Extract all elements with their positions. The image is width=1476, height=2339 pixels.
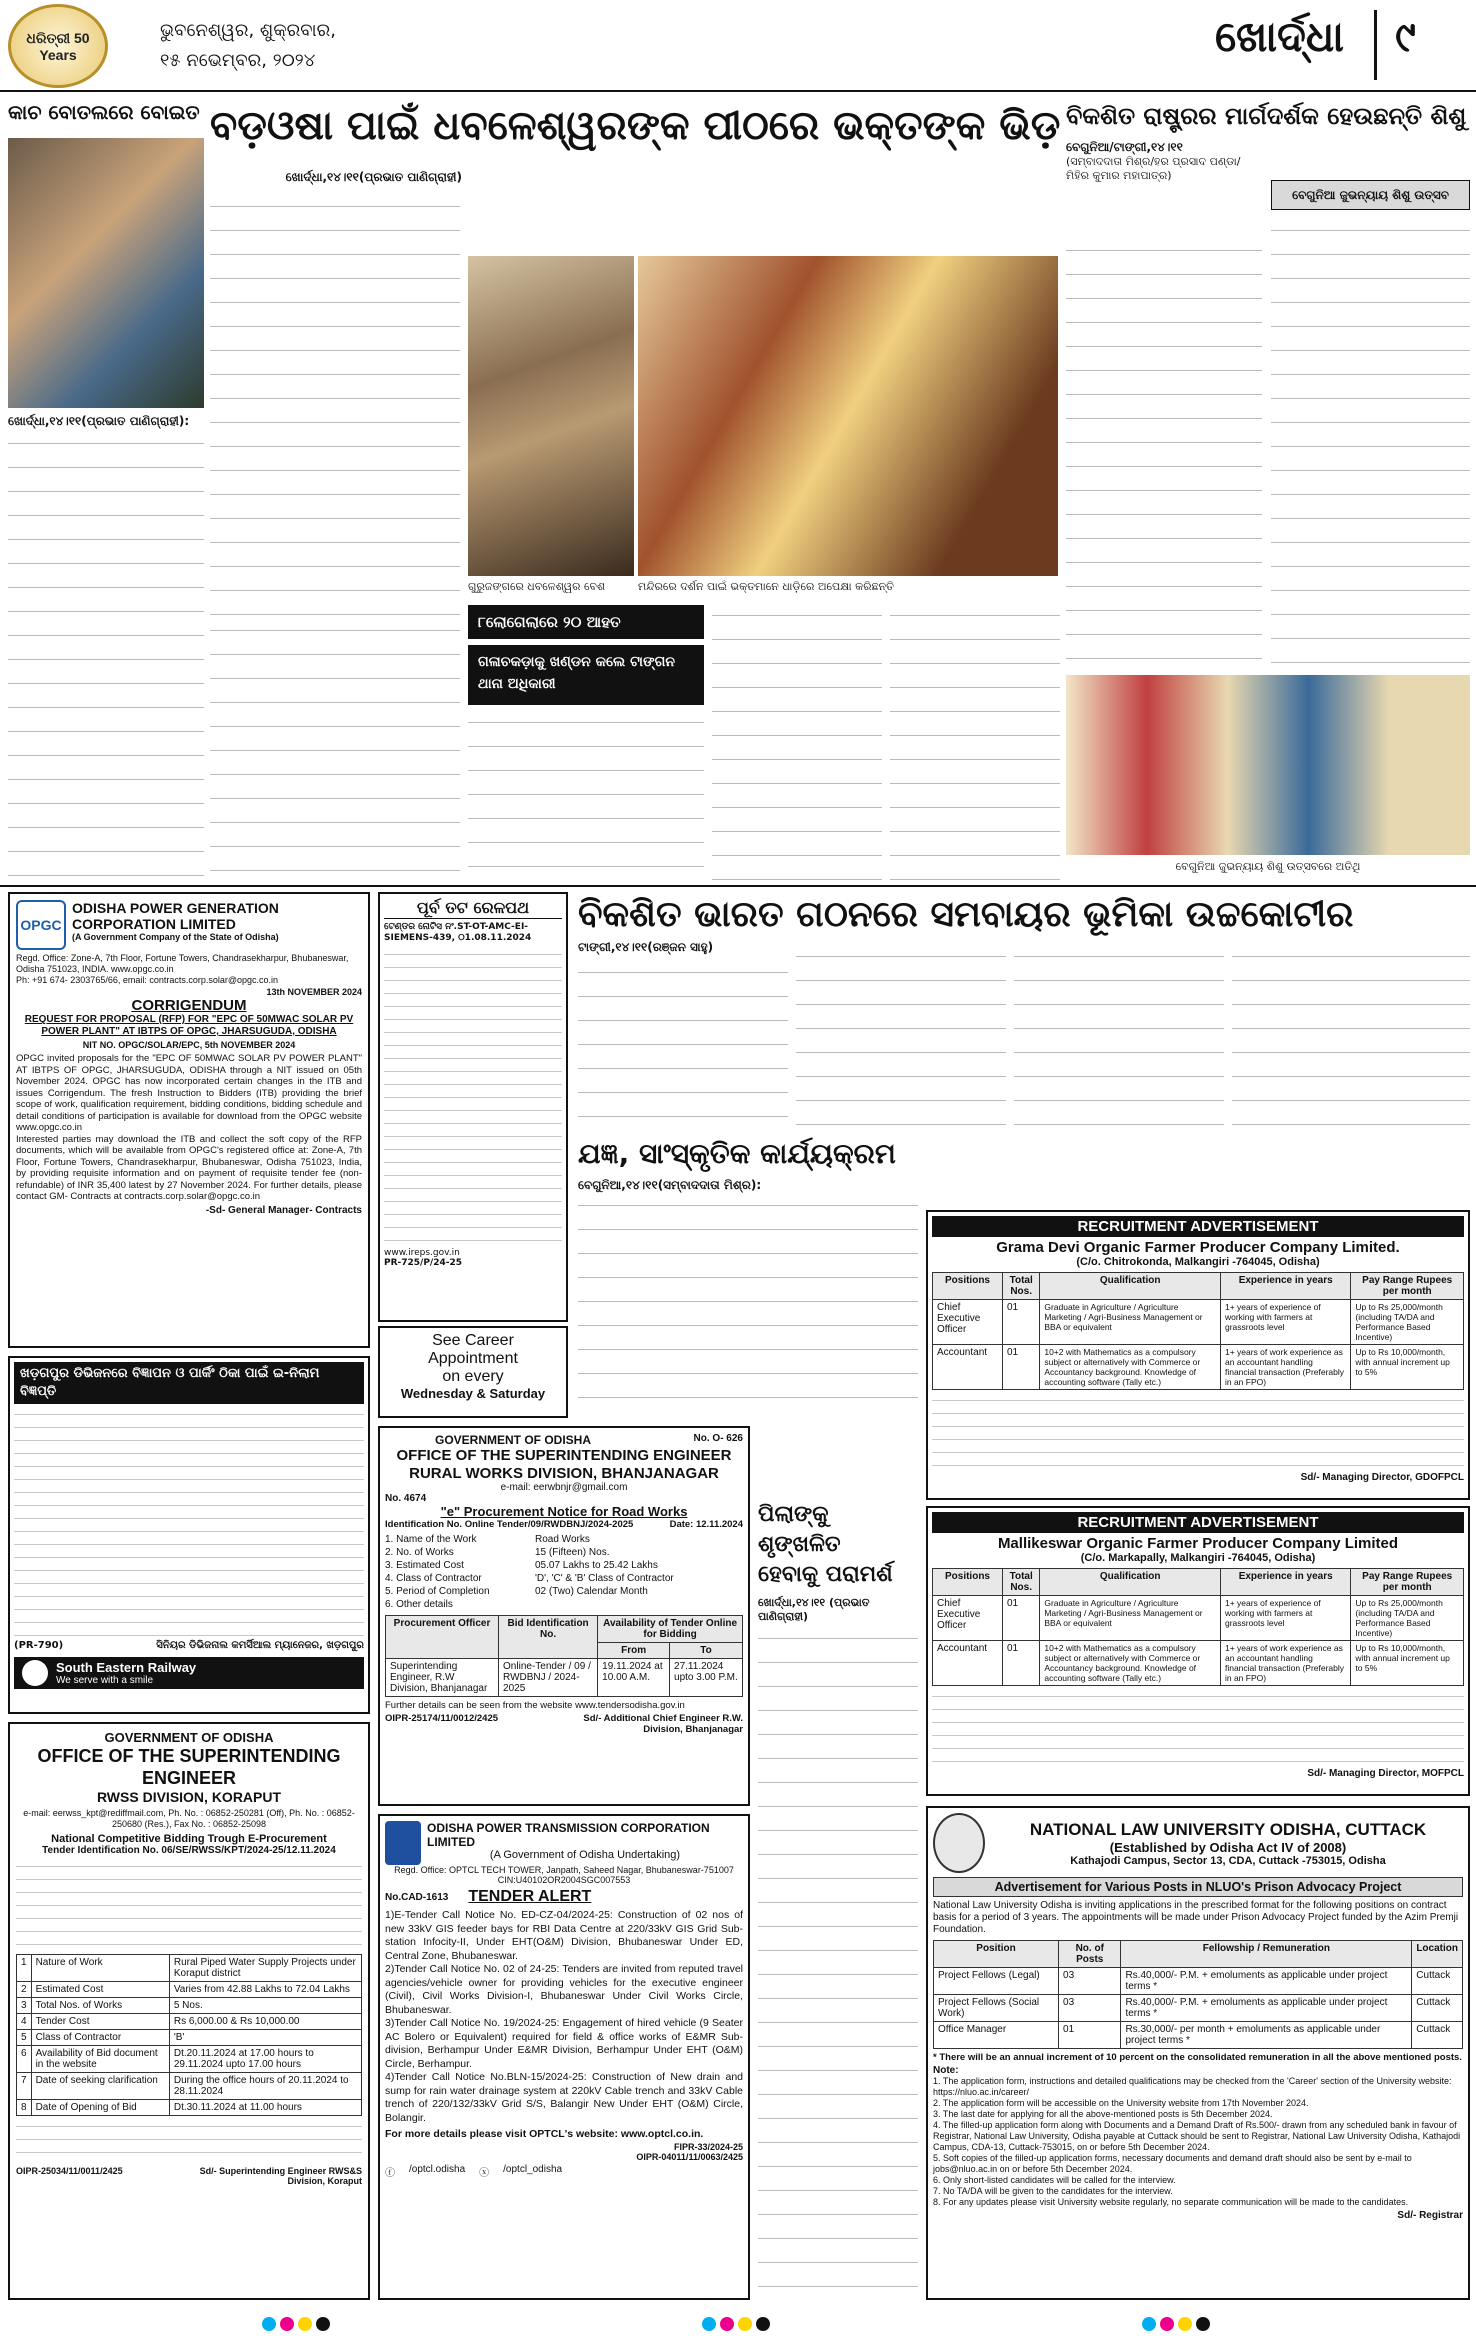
optcl-cin: CIN:U40102OR2004SGC007553 (497, 1875, 631, 1885)
career-line-2: Appointment (428, 1350, 518, 1367)
table-row (934, 2022, 1463, 2049)
malli-signoff: Sd/- Managing Director, MOFPCL (1307, 1768, 1464, 1779)
rural-notice: "e" Procurement Notice for Road Works (440, 1504, 688, 1519)
optcl-more: For more details please visit OPTCL's website: www.optcl.co.in. (385, 2128, 704, 2140)
optcl-name: ODISHA POWER TRANSMISSION CORPORATION LIMITED (427, 1821, 710, 1849)
list-item (385, 1572, 743, 1585)
malli-cell: Accountant (933, 1641, 1003, 1686)
grama-table (932, 1272, 1464, 1390)
table-row (17, 1998, 362, 2014)
rwss-cell: Dt.30.11.2024 at 11.00 hours (169, 2100, 361, 2116)
nlu-note: 2. The application form will be accessible on the University website from 17th November 2024. (933, 2098, 1309, 2108)
lead-story (210, 100, 1060, 880)
optcl-items (385, 1909, 743, 2125)
optcl-fipr: FIPR-33/2024-25 (673, 2142, 743, 2152)
grama-recruitment-ad (926, 1210, 1470, 1500)
opgc-name: ODISHA POWER GENERATION CORPORATION LIMITED (72, 900, 279, 932)
yagna-story (578, 1136, 918, 1406)
highlight-text-2: ଗଳାଚକଡ଼ାକୁ ଖଣ୍ଡନ କଲେ ଟାଙ୍ଗନ ଥାନା ଅଧିକାରୀ (478, 654, 675, 692)
table-row (17, 1955, 362, 1982)
grama-cell: Accountant (933, 1345, 1003, 1390)
table-row (17, 1982, 362, 1998)
registration-marks (0, 2310, 1476, 2339)
nlu-addr: Kathajodi Campus, Sector 13, CDA, Cuttack -753015, Odisha (1070, 1854, 1386, 1867)
reg-dot (738, 2317, 752, 2331)
rural-item-label: 6. Other details (385, 1599, 453, 1610)
rwss-cell: 2 (17, 1982, 32, 1998)
rural-no-2: No. 4674 (385, 1493, 427, 1504)
rural-item-value: 15 (Fifteen) Nos. (535, 1547, 610, 1558)
purba-ref: ଟେଣ୍ଡର ନୋଟିସ ନଂ.ST-OT-AMC-EI-SIEMENS-439, ୦1.08.11.2024 (384, 922, 532, 943)
rural-item-label: 4. Class of Contractor (385, 1573, 482, 1584)
samabaya-story (578, 892, 1470, 1132)
lead-col-2 (468, 712, 704, 880)
logo-text: ଧରିତ୍ରୀ 50 Years (26, 29, 90, 63)
grama-cell: 1+ years of experience of working with farmers at grassroots level (1220, 1300, 1350, 1345)
malli-th-0: Positions (933, 1569, 1003, 1596)
rural-th-3a: From (598, 1643, 670, 1659)
grama-th-0: Positions (933, 1273, 1003, 1300)
lead-headline: ବଡ଼ଓଷା ପାଇଁ ଧବଳେଶ୍ୱରଙ୍କ ପୀଠରେ ଭକ୍ତଙ୍କ ଭିଡ଼ (210, 103, 1060, 149)
rwss-cell: 8 (17, 2100, 32, 2116)
rwss-cell: Class of Contractor (31, 2030, 169, 2046)
reg-mark-left (260, 2316, 332, 2335)
nlu-th-0: Position (934, 1941, 1059, 1968)
rural-email: e-mail: eerwbnjr@gmail.com (500, 1482, 628, 1493)
opgc-subtitle: (A Government Company of the State of Odisha) (72, 932, 279, 942)
rural-th-2: Bid Identification No. (499, 1616, 598, 1659)
rwss-cell: 6 (17, 2046, 32, 2073)
pila-dateline: ଖୋର୍ଦ୍ଧା,୧୪।୧୧ (ପ୍ରଭାତ ପାଣିଗ୍ରାହୀ) (758, 1596, 870, 1623)
samabaya-col-2 (796, 946, 1006, 1132)
table-row (17, 2100, 362, 2116)
samabaya-headline: ବିକଶିତ ଭାରତ ଗଠନରେ ସମବାୟର ଭୂମିକା ଉଚ୍ଚକୋଟୀର (578, 894, 1354, 935)
nlu-cell: Office Manager (934, 2022, 1059, 2049)
rural-item-value: 05.07 Lakhs to 25.42 Lakhs (535, 1560, 658, 1571)
nlu-cell: 01 (1059, 2022, 1121, 2049)
rural-item-value: 02 (Two) Calendar Month (535, 1586, 648, 1597)
railway-banner (14, 1657, 364, 1689)
grama-cell: Chief Executive Officer (933, 1300, 1003, 1345)
rural-division: RURAL WORKS DIVISION, BHANJANAGAR (409, 1465, 719, 1482)
samabaya-col-4 (1232, 946, 1470, 1132)
grama-cell: Graduate in Agriculture / Agriculture Marketing / Agri-Business Management or BBA or equivalent (1040, 1300, 1221, 1345)
grama-address: (C/o. Chitrokonda, Malkangiri -764045, Odisha) (1076, 1256, 1320, 1268)
rwss-footer-right: Sd/- Superintending Engineer RWS&S Division, Koraput (199, 2166, 362, 2186)
rwss-cell: 7 (17, 2073, 32, 2100)
rural-th-1: Procurement Officer (386, 1616, 499, 1659)
purba-railway-ad (378, 892, 568, 1322)
malli-th-3: Experience in years (1220, 1569, 1350, 1596)
malli-recruitment-ad (926, 1506, 1470, 1796)
career-line-4: Wednesday & Saturday (400, 1386, 546, 1401)
lead-col-1 (210, 196, 460, 616)
list-item (385, 1546, 743, 1559)
reg-dot (1178, 2317, 1192, 2331)
rwss-cell: 3 (17, 1998, 32, 2014)
rural-works-ad (378, 1426, 750, 1806)
opgc-body-2: Interested parties may download the ITB and collect the soft copy of the RFP documents, which will be available from OPGC's registered office at: Zone-A, 7th Floor, Fortune Towers, Chandrasekharpur, Bhubaneswar, Odisha 751023, India, by providing requisite information and on payment of requisite tender fee (non-refundable) of INR 35,400 latest by 27 November 2024. For further details, please contact GM- Contracts at contracts.corp.solar@opgc.co.in (16, 1133, 362, 1202)
malli-table (932, 1568, 1464, 1686)
optcl-oipr: OIPR-04011/11/0063/2425 (636, 2152, 743, 2162)
nlu-th-1: No. of Posts (1059, 1941, 1121, 1968)
nlu-th-3: Location (1412, 1941, 1463, 1968)
section-rule-1 (0, 885, 1476, 887)
rural-item-value: Road Works (535, 1534, 590, 1545)
rural-item-label: 2. No. of Works (385, 1547, 454, 1558)
reg-dot (720, 2317, 734, 2331)
rwss-cell: Rural Piped Water Supply Projects under Koraput district (169, 1955, 361, 1982)
khadgapur-auction-ad (8, 1356, 370, 1714)
highlight-text-1: ୮ଲୋଗେଲାରେ ୨୦ ଆହତ (478, 613, 621, 631)
nlu-note: 1. The application form, instructions and detailed qualifications may be checked from the 'Career' section of the University website: https://nluo.ac.in/career/ (933, 2076, 1452, 2097)
grama-cell: Up to Rs 25,000/month (including TA/DA and Performance Based Incentive) (1351, 1300, 1464, 1345)
table-row (934, 1995, 1463, 2022)
malli-cell: 01 (1003, 1596, 1040, 1641)
grama-banner: RECRUITMENT ADVERTISEMENT (932, 1216, 1464, 1237)
highlight-box-1 (468, 605, 704, 639)
grama-signoff: Sd/- Managing Director, GDOFPCL (1300, 1472, 1464, 1483)
nlu-signoff: Sd/- Registrar (1397, 2210, 1463, 2221)
lead-col-1b (210, 620, 460, 880)
reg-dot (756, 2317, 770, 2331)
nlu-cell: Rs.30,000/- per month + emoluments as applicable under project terms * (1121, 2022, 1412, 2049)
optcl-social-1: /optcl.odisha (409, 2164, 466, 2175)
opgc-signoff: -Sd- General Manager- Contracts (205, 1204, 362, 1216)
date-line-2: ୧୫ ନଭେମ୍ବର, ୨୦୨୪ (160, 50, 316, 71)
railway-logo-icon (22, 1660, 48, 1686)
grama-th-4: Pay Range Rupees per month (1351, 1273, 1464, 1300)
list-item (385, 1585, 743, 1598)
list-item (385, 1598, 743, 1611)
lead-photo-deity (468, 256, 634, 576)
pila-body (758, 1628, 918, 2308)
table-row (17, 2046, 362, 2073)
khadga-body (14, 1408, 364, 1638)
nlu-cell: Project Fellows (Legal) (934, 1968, 1059, 1995)
rural-item-label: 5. Period of Completion (385, 1586, 490, 1597)
table-row (933, 1641, 1464, 1686)
table-row (17, 2030, 362, 2046)
rural-items (385, 1533, 743, 1611)
reg-dot (1142, 2317, 1156, 2331)
bottle-ship-photo (8, 138, 204, 408)
rwss-cell: Date of Opening of Bid (31, 2100, 169, 2116)
rwss-table (16, 1954, 362, 2116)
twitter-icon: ⓧ (479, 2168, 490, 2179)
opgc-date: 13th NOVEMBER 2024 (266, 987, 362, 997)
kicker: କାଚ ବୋତଲରେ ବୋଇତ (8, 100, 200, 124)
masthead (0, 0, 1476, 92)
rwss-footer-left: OIPR-25034/11/0011/2425 (16, 2166, 123, 2176)
nlu-cell: 03 (1059, 1968, 1121, 1995)
rwss-cell: Total Nos. of Works (31, 1998, 169, 2014)
grama-th-1: Total Nos. (1003, 1273, 1040, 1300)
rural-govt: GOVERNMENT OF ODISHA (435, 1433, 592, 1447)
pila-story (758, 1500, 918, 2300)
facebook-icon: ⓕ (385, 2168, 395, 2179)
rural-cell: 27.11.2024 upto 3.00 P.M. (670, 1659, 743, 1697)
opgc-logo: OPGC (16, 900, 66, 950)
rwss-email: e-mail: eerwss_kpt@rediffmail.com, Ph. No. : 06852-250281 (Off), Ph. No. : 06852-250680 (Res.), Fax No. : 06852-25098 (23, 1808, 355, 1829)
railway-tagline: We serve with a smile (56, 1675, 154, 1686)
yagna-headline: ଯଜ୍ଞ, ସାଂସ୍କୃତିକ କାର୍ଯ୍ୟକ୍ରମ (578, 1137, 896, 1170)
nlu-cell: 03 (1059, 1995, 1121, 2022)
nlu-note: 6. Only short-listed candidates will be called for the interview. (933, 2175, 1176, 2185)
right-col-1 (1066, 240, 1262, 670)
rwss-cell: Nature of Work (31, 1955, 169, 1982)
malli-banner: RECRUITMENT ADVERTISEMENT (932, 1512, 1464, 1533)
rural-office: OFFICE OF THE SUPERINTENDING ENGINEER (396, 1447, 732, 1464)
nlu-note: 5. Soft copies of the filled-up application forms, necessary documents and demand draft should also be sent by e-mail to jobs@nluo.ac.in on or before 5th December 2024. (933, 2153, 1412, 2174)
rwss-title: National Competitive Bidding Trough E-Procurement (51, 1833, 327, 1845)
rwss-cell: Rs 6,000.00 & Rs 10,000.00 (169, 2014, 361, 2030)
date-line-1: ଭୁବନେଶ୍ୱର, ଶୁକ୍ରବାର, (160, 20, 337, 41)
nlu-est: (Established by Odisha Act IV of 2008) (1109, 1839, 1347, 1855)
samabaya-col-1 (578, 962, 788, 1132)
table-row (386, 1659, 743, 1697)
left-dateline: ଖୋର୍ଦ୍ଧା,୧୪।୧୧(ପ୍ରଭାତ ପାଣିଗ୍ରାହୀ): (8, 414, 190, 428)
career-box (378, 1326, 568, 1418)
rural-th-3: Availability of Tender Online for Bidding (598, 1616, 743, 1643)
reg-dot (316, 2317, 330, 2331)
optcl-social-2: /optcl_odisha (503, 2164, 563, 2175)
reg-dot (702, 2317, 716, 2331)
grama-notes (932, 1394, 1464, 1472)
reg-dot (1196, 2317, 1210, 2331)
list-item (385, 1533, 743, 1546)
nlu-note: 7. No TA/DA will be given to the candidates for the interview. (933, 2186, 1173, 2196)
rural-item-label: 1. Name of the Work (385, 1534, 477, 1545)
grama-th-2: Qualification (1040, 1273, 1221, 1300)
nlu-th-2: Fellowship / Remuneration (1121, 1941, 1412, 1968)
pila-headline-2: ହେବାକୁ ପରାମର୍ଶ (758, 1562, 893, 1587)
right-headline: ବିକଶିତ ରାଷ୍ଟ୍ରର ମାର୍ଗଦର୍ଶକ ହେଉଛନ୍ତି ଶିଶୁ (1066, 102, 1467, 130)
opgc-phone: Ph: +91 674- 2303765/66, email: contracts.corp.solar@opgc.co.in (16, 975, 279, 985)
nlu-cell: Rs.40,000/- P.M. + emoluments as applicable under project terms * (1121, 1968, 1412, 1995)
purba-body (384, 948, 562, 1248)
purba-footer: PR-725/P/24-25 (384, 1258, 463, 1268)
right-photo-caption: ବେଗୁନିଆ ଜୁଭନ୍ୟାୟ ଶିଶୁ ଉତ୍ସବରେ ଅତିଥି (1175, 860, 1361, 873)
reg-dot (280, 2317, 294, 2331)
lead-col-4 (890, 605, 1060, 880)
right-dateline: ବେଗୁନିଆ/ଟାଙ୍ଗୀ,୧୪।୧୧ (1066, 140, 1183, 154)
rural-no: No. O- 626 (693, 1433, 743, 1444)
rural-item-value: 'D', 'C' & 'B' Class of Contractor (535, 1573, 674, 1584)
section-name: ଖୋର୍ଦ୍ଧା (1215, 12, 1344, 61)
rural-date: Date: 12.11.2024 (669, 1519, 743, 1530)
opgc-address: Regd. Office: Zone-A, 7th Floor, Fortune Towers, Chandrasekharpur, Bhubaneswar, Odisha 751023, INDIA. www.opgc.co.in (16, 953, 349, 974)
grama-cell: Up to Rs 10,000/month, with annual increment up to 5% (1351, 1345, 1464, 1390)
grama-cell: 01 (1003, 1345, 1040, 1390)
yagna-body (578, 1195, 918, 1405)
right-top-story (1066, 100, 1470, 880)
reg-dot (262, 2317, 276, 2331)
khadga-title: ଖଡ଼ଗପୁର ଡିଭିଜନରେ ବିଜ୍ଞାପନ ଓ ପାର୍କିଂ ଠିକା ପାଇଁ ଇ-ନିଲାମ ବିଜ୍ଞପ୍ତି (14, 1362, 364, 1404)
nlu-adv: Advertisement for Various Posts in NLUO's Prison Advocacy Project (933, 1877, 1463, 1897)
lead-photo-crowd (638, 256, 1058, 576)
rwss-cell: 'B' (169, 2030, 361, 2046)
rural-sd: Sd/- Additional Chief Engineer R.W. Division, Bhanjanagar (583, 1713, 743, 1735)
rural-cell: 19.11.2024 at 10.00 A.M. (598, 1659, 670, 1697)
malli-th-1: Total Nos. (1003, 1569, 1040, 1596)
table-row (933, 1596, 1464, 1641)
rwss-cell: 1 (17, 1955, 32, 1982)
lead-caption-1: ଗୁରୁଜଙ୍ଗରେ ଧବଳେଶ୍ୱର ବେଶ (468, 580, 606, 593)
rwss-notes (16, 2120, 362, 2164)
optcl-item: 1)E-Tender Call Notice No. ED-CZ-04/2024-25: Construction of 02 nos of new 33kV GIS feeder bays for RBI Data Centre at 220/33kV GIS Grid Sub-station Infocity-II, Under EHT(O&M) Division, Bhubaneswar Under ED, Central Zone, Bhubaneswar. (385, 1909, 743, 1962)
right-col-2 (1271, 220, 1470, 670)
nlu-cell: Rs.40,000/- P.M. + emoluments as applicable under project terms * (1121, 1995, 1412, 2022)
rural-table (385, 1615, 743, 1697)
right-subhead-text: ବେଗୁନିଆ ଜୁଭନ୍ୟାୟ ଶିଶୁ ଉତ୍ସବ (1292, 187, 1449, 202)
optcl-item: 4)Tender Call Notice No.BLN-15/2024-25: Construction of New drain and sump for rain water drainage system at 220kV Cable trench and 33kV Cable trench of 220/132/33kV Grid S/S, Balangir New Under EHT (O&M) Circle, Bolangir. (385, 2071, 743, 2124)
nlu-intro: National Law University Odisha is inviting applications in the prescribed format for the following positions on contract basis for a period of 3 years. The appointments will be made under Prison Advocacy Project funded by the Azim Premji Foundation. (933, 1900, 1459, 1935)
rwss-govt: GOVERNMENT OF ODISHA (104, 1730, 274, 1745)
optcl-no: No.CAD-1613 (385, 1891, 449, 1903)
malli-cell: Graduate in Agriculture / Agriculture Marketing / Agri-Business Management or BBA or equivalent (1040, 1596, 1221, 1641)
malli-th-2: Qualification (1040, 1569, 1221, 1596)
malli-cell: Up to Rs 25,000/month (including TA/DA and Performance Based Incentive) (1351, 1596, 1464, 1641)
highlight-box-2 (468, 645, 704, 705)
reg-dot (298, 2317, 312, 2331)
nlu-logo (933, 1813, 985, 1873)
table-row (17, 2073, 362, 2100)
rwss-cell: Tender Cost (31, 2014, 169, 2030)
rwss-cell: Estimated Cost (31, 1982, 169, 1998)
malli-cell: 1+ years of work experience as an accountant handling financial transaction (Preferably in an FPO) (1220, 1641, 1350, 1686)
career-line-1: See Career (432, 1332, 514, 1349)
rwss-koraput-ad (8, 1722, 370, 2300)
rwss-tender-id: Tender Identification No. 06/SE/RWSS/KPT/2024-25/12.11.2024 (42, 1845, 336, 1856)
reg-mark-center (700, 2316, 772, 2335)
lead-dateline: ଖୋର୍ଦ୍ଧା,୧୪।୧୧(ପ୍ରଭାତ ପାଣିଗ୍ରାହୀ) (285, 170, 462, 184)
rwss-cell: Dt.20.11.2024 at 17.00 hours to 29.11.2024 upto 17.00 hours (169, 2046, 361, 2073)
nlu-cell: Cuttack (1412, 1968, 1463, 1995)
opgc-corrigendum-title: CORRIGENDUM (131, 997, 247, 1014)
malli-cell: Chief Executive Officer (933, 1596, 1003, 1641)
malli-cell: 01 (1003, 1641, 1040, 1686)
table-row (933, 1345, 1464, 1390)
grama-cell: 1+ years of work experience as an accountant handling financial transaction (Preferably in an FPO) (1220, 1345, 1350, 1390)
nlu-note-star: * There will be an annual increment of 10 percent on the consolidated remuneration in all the above mentioned posts. (933, 2052, 1462, 2063)
nlu-note: 8. For any updates please visit University website regularly, no separate communication will be made to the candidates. (933, 2197, 1409, 2207)
table-row (933, 1300, 1464, 1345)
rural-ident: Identification No. Online Tender/09/RWDBNJ/2024-2025 (385, 1519, 634, 1530)
rwss-cell: 5 (17, 2030, 32, 2046)
table-row (17, 2014, 362, 2030)
purba-title: ପୂର୍ବ ତଟ ରେଳପଥ (384, 898, 562, 919)
rural-item-label: 3. Estimated Cost (385, 1560, 464, 1571)
samabaya-dateline: ଟାଙ୍ଗୀ,୧୪।୧୧(ରଞ୍ଜନ ସାହୁ) (578, 940, 714, 954)
malli-cell: 10+2 with Mathematics as a compulsory subject or alternatively with Commerce or Accountancy background. Knowledge of accounting software (Tally etc.) (1040, 1641, 1221, 1686)
rural-cell: Superintending Engineer, R.W Division, Bhanjanagar (386, 1659, 499, 1697)
left-story-body (8, 433, 204, 883)
malli-cell: 1+ years of experience of working with farmers at grassroots level (1220, 1596, 1350, 1641)
masthead-divider (1374, 10, 1377, 80)
yagna-dateline: ବେଗୁନିଆ,୧୪।୧୧(ସମ୍ବାଦଦାତା ମିଶ୍ର): (578, 1178, 762, 1192)
optcl-logo (385, 1821, 421, 1865)
opgc-rfp: REQUEST FOR PROPOSAL (RFP) FOR "EPC OF 50MWAC SOLAR PV POWER PLANT" AT IBTPS OF OPGC, JHARSUGUDA, ODISHA (24, 1014, 354, 1037)
table-row (934, 1968, 1463, 1995)
nlu-name: NATIONAL LAW UNIVERSITY ODISHA, CUTTACK (1029, 1819, 1427, 1839)
rural-oipr: OIPR-25174/11/0012/2425 (385, 1713, 499, 1724)
rwss-cell: 4 (17, 2014, 32, 2030)
career-line-3: on every (442, 1368, 504, 1385)
rwss-cell: 5 Nos. (169, 1998, 361, 2014)
rwss-division: RWSS DIVISION, KORAPUT (96, 1789, 282, 1805)
grama-th-3: Experience in years (1220, 1273, 1350, 1300)
lead-caption-2: ମନ୍ଦିରରେ ଦର୍ଶନ ପାଇଁ ଭକ୍ତମାନେ ଧାଡ଼ିରେ ଅପେକ୍ଷା କରିଛନ୍ତି (638, 580, 894, 593)
purba-web: www.ireps.gov.in (384, 1248, 460, 1258)
right-subhead (1271, 180, 1470, 210)
nlu-cell: Project Fellows (Social Work) (934, 1995, 1059, 2022)
optcl-addr: Regd. Office: OPTCL TECH TOWER, Janpath, Saheed Nagar, Bhubaneswar-751007 (394, 1865, 734, 1875)
khadga-footer-left: (PR-790) (14, 1640, 64, 1651)
nlu-note-title: Note: (933, 2065, 959, 2076)
malli-th-4: Pay Range Rupees per month (1351, 1569, 1464, 1596)
rwss-cell: Availability of Bid document in the website (31, 2046, 169, 2073)
grama-cell: 10+2 with Mathematics as a compulsory subject or alternatively with Commerce or Accountancy background. Knowledge of accounting software (Tally etc.) (1040, 1345, 1221, 1390)
right-dateline-2: (ସମ୍ବାଦଦାତା ମିଶ୍ର/ହର ପ୍ରସାଦ ପଣ୍ଡା/ ମିହିର କୁମାର ମହାପାତ୍ର) (1066, 155, 1241, 182)
optcl-item: 3)Tender Call Notice No. 19/2024-25: Engagement of hired vehicle (9 Seater AC Bolero or Equivalent) required for field & office works of E&MR Sub-division, Berhampur Under E&MR Division, Berhampur Under EHT (O&M) Circle, Berhampur. (385, 2017, 743, 2070)
rural-cell: Online-Tender / 09 / RWDBNJ / 2024-2025 (499, 1659, 598, 1697)
optcl-title: TENDER ALERT (468, 1888, 592, 1905)
opgc-nit: NIT NO. OPGC/SOLAR/EPC, 5th NOVEMBER 2024 (82, 1040, 296, 1050)
right-event-photo (1066, 675, 1470, 855)
opgc-corrigendum-ad (8, 892, 370, 1348)
khadga-footer-right: ସିନିୟର ଡିଭିଜନାଲ କମର୍ସିଆଲ ମ୍ୟାନେଜର, ଖଡ଼ଗପୁର (156, 1640, 364, 1651)
masthead-rule (0, 90, 1476, 92)
reg-dot (1160, 2317, 1174, 2331)
nlu-cell: Cuttack (1412, 1995, 1463, 2022)
grama-cell: 01 (1003, 1300, 1040, 1345)
rwss-cell: Varies from 42.88 Lakhs to 72.04 Lakhs (169, 1982, 361, 1998)
lead-col-3 (712, 605, 882, 880)
rwss-cell: During the office hours of 20.11.2024 to 28.11.2024 (169, 2073, 361, 2100)
opgc-body: OPGC invited proposals for the "EPC OF 50MWAC SOLAR PV POWER PLANT" AT IBTPS OF OPGC, JHARSUGUDA, ODISHA through a NIT issued on 05th November 2024. OPGC has now incorporated certain changes in the ITB and issues Corrigendum. The fresh Instruction to Bidders (ITB) providing the brief scope of work, qualification requirement, bidding conditions, bidding schedule and detail conditions of participation is available for download from the OPGC website www.opgc.co.in (16, 1053, 362, 1133)
rwss-intro (16, 1860, 362, 1950)
nlu-note: 4. The filled-up application form along with Documents and a Demand Draft of Rs.500/- drawn from any scheduled bank in favour of Registrar, National Law University, Odisha payable at Cuttack should be sent to Registrar, National Law University Odisha, Kathajodi Campus, CDA-13, Cuttack-753015, on or before 5th December 2024. (933, 2120, 1461, 2152)
railway-name: South Eastern Railway (56, 1660, 197, 1675)
malli-company: Mallikeswar Organic Farmer Producer Company Limited (997, 1535, 1399, 1552)
malli-notes (932, 1690, 1464, 1768)
optcl-sub: (A Government of Odisha Undertaking) (489, 1849, 681, 1861)
reg-mark-right (1140, 2316, 1212, 2335)
samabaya-col-3 (1014, 946, 1224, 1132)
nlu-note: 3. The last date for applying for all the above-mentioned posts is 5th December 2024. (933, 2109, 1273, 2119)
page-number: ୯ (1395, 12, 1416, 61)
optcl-tender-ad (378, 1814, 750, 2300)
rural-th-3b: To (670, 1643, 743, 1659)
rwss-office: OFFICE OF THE SUPERINTENDING ENGINEER (37, 1746, 341, 1788)
left-top-story (8, 100, 204, 880)
nlu-cell: Cuttack (1412, 2022, 1463, 2049)
nlu-notes (933, 2076, 1463, 2208)
pila-headline-1: ପିଲାଙ୍କୁ ଶୃଙ୍ଖଳିତ (758, 1502, 841, 1557)
nlu-table (933, 1940, 1463, 2049)
malli-cell: Up to Rs 10,000/month, with annual increment up to 5% (1351, 1641, 1464, 1686)
rwss-cell: Date of seeking clarification (31, 2073, 169, 2100)
grama-company: Grama Devi Organic Farmer Producer Company Limited. (996, 1239, 1400, 1256)
rural-more: Further details can be seen from the website www.tendersodisha.gov.in (385, 1700, 685, 1711)
list-item (385, 1559, 743, 1572)
nlu-odisha-ad (926, 1806, 1470, 2300)
malli-address: (C/o. Markapally, Malkangiri -764045, Odisha) (1080, 1552, 1316, 1564)
newspaper-logo (8, 4, 108, 88)
optcl-item: 2)Tender Call Notice No. 02 of 24-25: Tenders are invited from reputed travel agencies/vehicle owner for providing vehicles for the executive engineer (Civil), Civil Works Division-I, Bhubaneswar Under Civil Works Circle, Bhubaneswar. (385, 1963, 743, 2016)
